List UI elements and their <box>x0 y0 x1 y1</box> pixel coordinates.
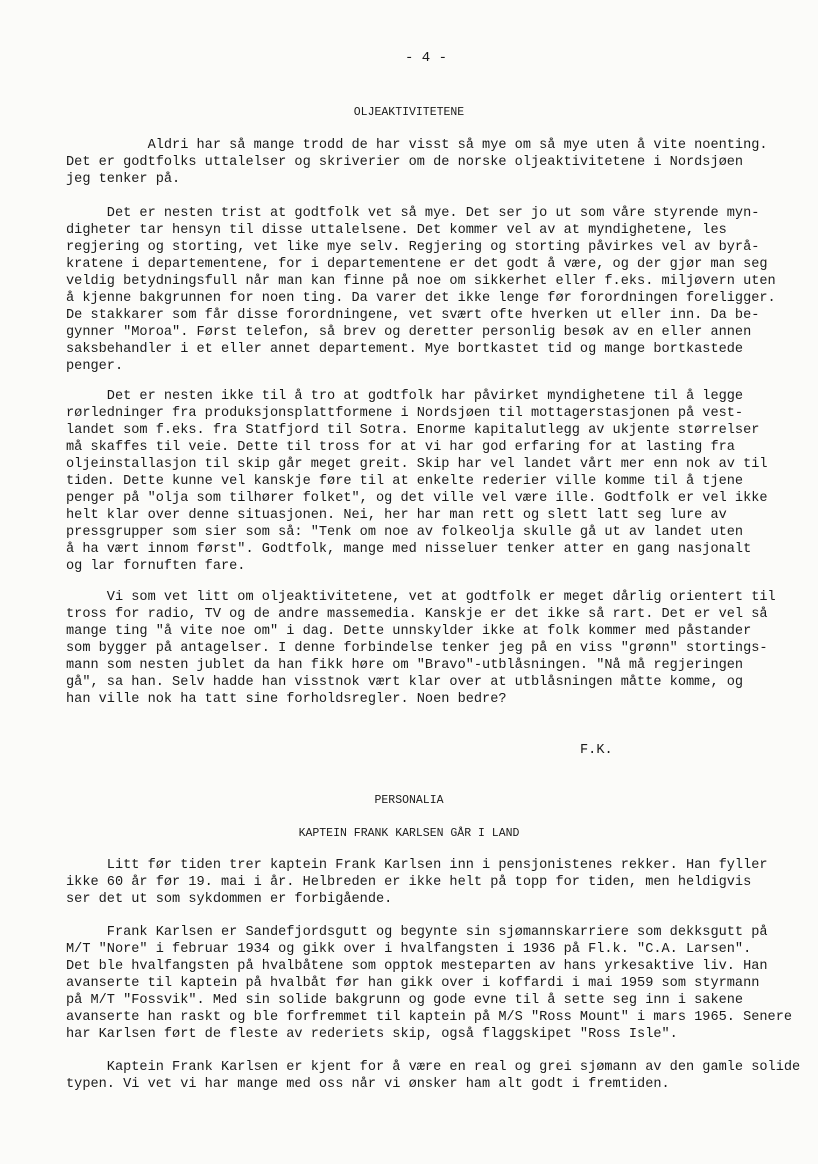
signature: F.K. <box>580 743 613 758</box>
paragraph-5: Litt før tiden trer kaptein Frank Karlsen inn i pensjonistenes rekker. Han fyller ikke 60 år før 19. mai i år. Helbreden er ikke helt på topp for tiden, men heldigvis ser det ut som sykdommen er forbigående. <box>66 858 768 907</box>
paragraph-2: Det er nesten trist at godtfolk vet så mye. Det ser jo ut som våre styrende myn- digheter tar hensyn til disse uttalelsene. Det kommer vel av at myndighetene, les regjering og storting, vet like mye selv. Regjering og storting påvirkes vel av byrå- kratene i departementene, for i departementene er det godt å være, og der gjør man seg veldig betydningsfull når man kan finne på noe om sikkerhet eller f.eks. miljøvern uten å kjenne bakgrunnen for noen ting. Da varer det ikke lenge før forordningen foreligger. De stakkarer som får disse forordningene, vet svært ofte hverken ut eller inn. Da be- gynner "Moroa". Først telefon, så brev og deretter personlig besøk av en eller annen saksbehandler i et eller annet departement. Mye bortkastet tid og mange bortkastede penger. <box>66 206 776 374</box>
paragraph-7: Kaptein Frank Karlsen er kjent for å være en real og grei sjømann av den gamle solide typen. Vi vet vi har mange med oss når vi ønsker ham alt godt i fremtiden. <box>66 1060 801 1092</box>
paragraph-6: Frank Karlsen er Sandefjordsgutt og begynte sin sjømannskarriere som dekksgutt på M/T "Nore" i februar 1934 og gikk over i hvalfangsten i 1936 på Fl.k. "C.A. Larsen". Det ble hvalfangsten på hvalbåtene som opptok mesteparten av hans yrkesaktive liv. Han avanserte til kaptein på hvalbåt før han gikk over i koffardi i mai 1959 som styrmann på M/T "Fossvik". Med sin solide bakgrunn og gode evne til å sette seg inn i sakene avanserte han raskt og ble forfremmet til kaptein på M/S "Ross Mount" i mars 1965. Senere har Karlsen ført de fleste av rederiets skip, også flaggskipet "Ross Isle". <box>66 925 793 1042</box>
section-heading-personalia: PERSONALIA <box>374 794 444 807</box>
paragraph-3: Det er nesten ikke til å tro at godtfolk har påvirket myndighetene til å legge rørledninger fra produksjonsplattformene i Nordsjøen til mottagerstasjonen på vest- landet som f.eks. fra Statfjord til Sotra. Enorme kapitalutlegg av ukjente størrelser må skaffes til veie. Dette til tross for at vi har god erfaring for at lasting fra oljeinstallasjon til skip går meget greit. Skip har vel landet vårt mer enn nok av til tiden. Dette kunne vel kanskje føre til at enkelte rederier ville komme til å tjene penger på "olja som tilhører folket", og det ville vel være ille. Godtfolk er vel ikke helt klar over denne situasjonen. Nei, her har man rett og slett latt seg lure av pressgrupper som sier som så: "Tenk om noe av folkeolja skulle gå ut av landet uten å ha vært innom først". Godtfolk, mange med nisseluer tenker atter en gang nasjonalt og lar fornuften fare. <box>66 389 768 574</box>
article-subheading: KAPTEIN FRANK KARLSEN GÅR I LAND <box>298 827 520 840</box>
section-heading-oljeaktivitetene: OLJEAKTIVITETENE <box>353 106 465 119</box>
page-number: - 4 - <box>405 50 448 66</box>
paragraph-4: Vi som vet litt om oljeaktivitetene, vet at godtfolk er meget dårlig orientert til tross for radio, TV og de andre massemedia. Kanskje er det ikke så rart. Det er vel så mange ting "å vite noe om" i dag. Dette unnskylder ikke at folk kommer med påstander som bygger på antagelser. I denne forbindelse tenker jeg på en viss "grønn" stortings- mann som nesten jublet da han fikk høre om "Bravo"-utblåsningen. "Nå må regjeringen gå", sa han. Selv hadde han visstnok vært klar over at utblåsningen måtte komme, og han ville nok ha tatt sine forholdsregler. Noen bedre? <box>66 590 776 707</box>
paragraph-1: Aldri har så mange trodd de har visst så mye om så mye uten å vite noenting. Det er godtfolks uttalelser og skriverier om de norske oljeaktivitetene i Nordsjøen jeg tenker på. <box>66 138 768 187</box>
